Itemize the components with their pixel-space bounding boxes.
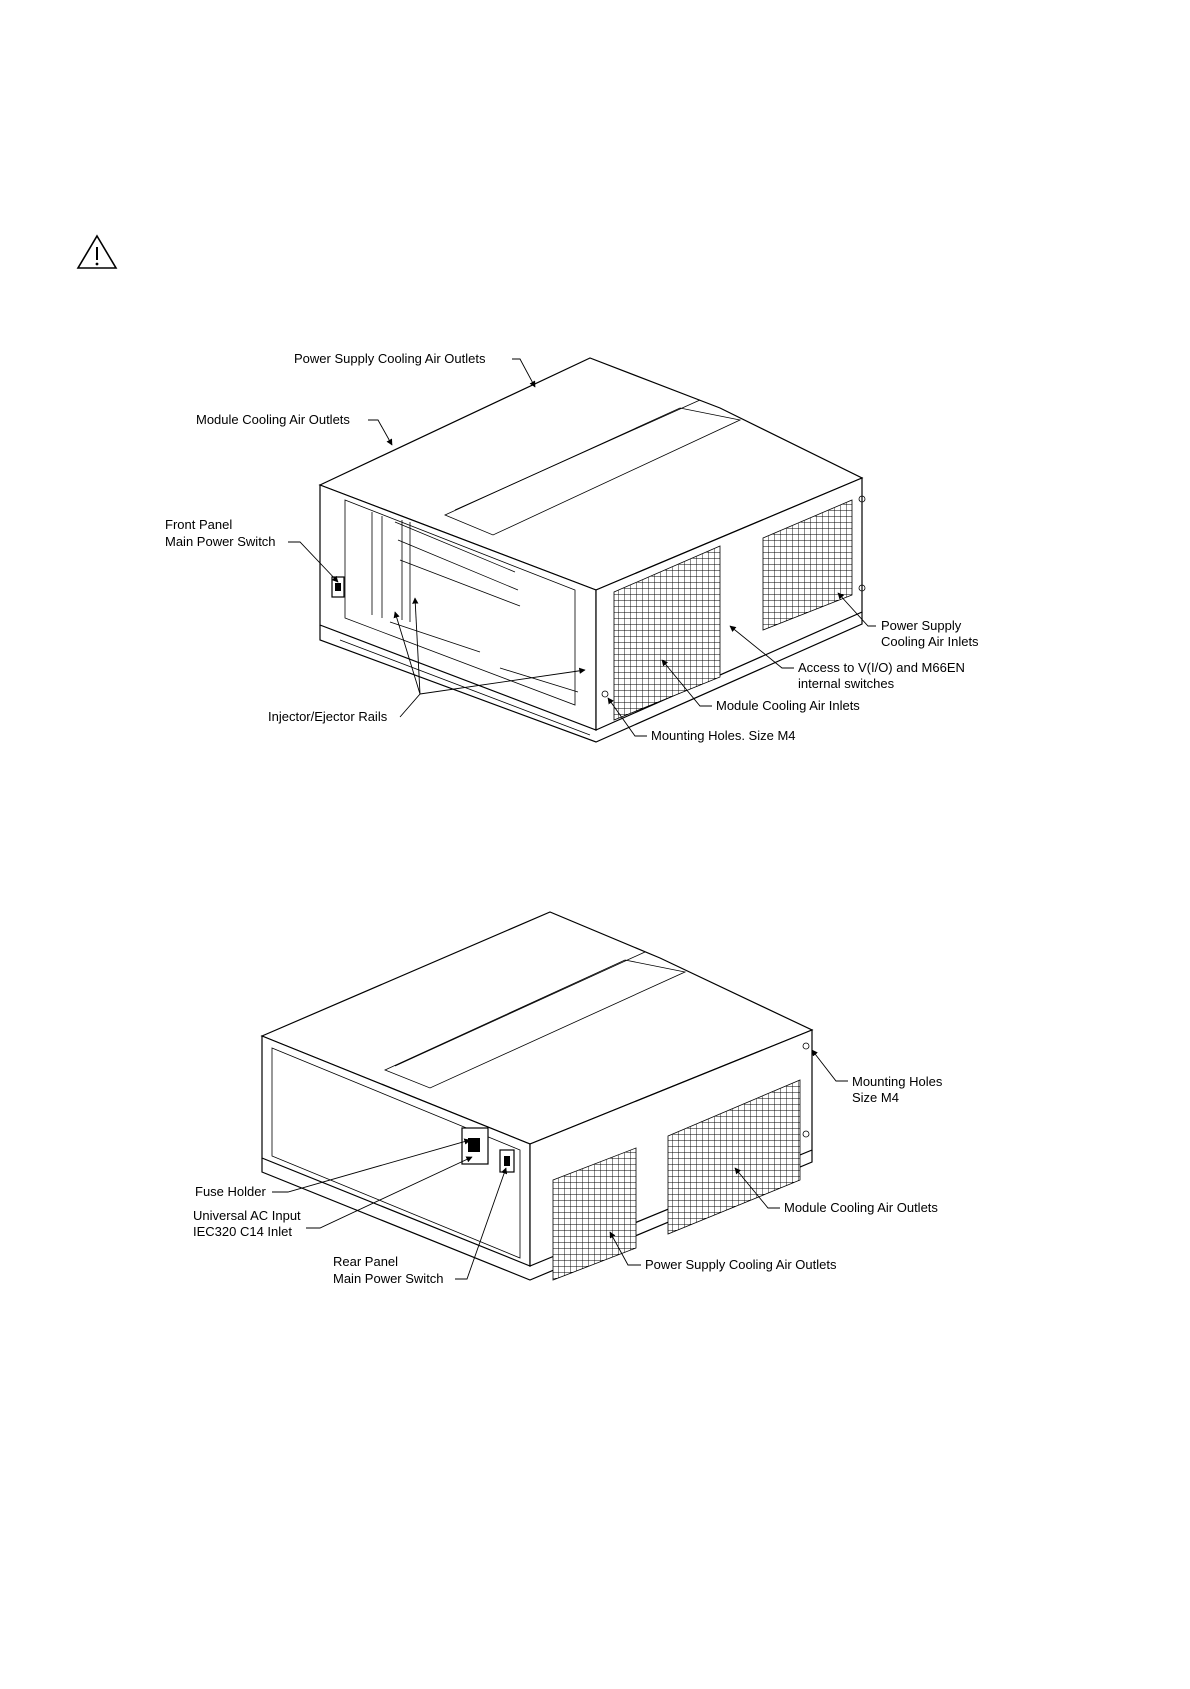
label-ps-inlets-line1: Power Supply bbox=[881, 618, 962, 633]
label-access-line1: Access to V(I/O) and M66EN bbox=[798, 660, 965, 675]
front-view-chassis bbox=[320, 358, 865, 742]
label-rear-mounting-line2: Size M4 bbox=[852, 1090, 899, 1105]
label-ps-inlets-line2: Cooling Air Inlets bbox=[881, 634, 979, 649]
label-front-switch-line1: Front Panel bbox=[165, 517, 233, 532]
label-rear-switch-line1: Rear Panel bbox=[333, 1254, 399, 1269]
label-ac-input-line1: Universal AC Input bbox=[193, 1208, 301, 1223]
label-rear-ps-outlets: Power Supply Cooling Air Outlets bbox=[645, 1257, 837, 1272]
label-module-inlets: Module Cooling Air Inlets bbox=[716, 698, 860, 713]
label-rear-switch-line2: Main Power Switch bbox=[333, 1271, 444, 1286]
label-ps-outlets: Power Supply Cooling Air Outlets bbox=[294, 351, 486, 366]
label-access-line2: internal switches bbox=[798, 676, 895, 691]
label-module-outlets: Module Cooling Air Outlets bbox=[196, 412, 350, 427]
label-fuse-holder: Fuse Holder bbox=[195, 1184, 266, 1199]
label-rear-mounting-line1: Mounting Holes bbox=[852, 1074, 943, 1089]
label-front-switch-line2: Main Power Switch bbox=[165, 534, 276, 549]
label-mounting-holes: Mounting Holes. Size M4 bbox=[651, 728, 796, 743]
label-injector-rails: Injector/Ejector Rails bbox=[268, 709, 388, 724]
label-ac-input-line2: IEC320 C14 Inlet bbox=[193, 1224, 293, 1239]
warning-icon bbox=[78, 236, 116, 268]
label-rear-module-outlets: Module Cooling Air Outlets bbox=[784, 1200, 938, 1215]
rear-view-chassis bbox=[262, 912, 812, 1280]
